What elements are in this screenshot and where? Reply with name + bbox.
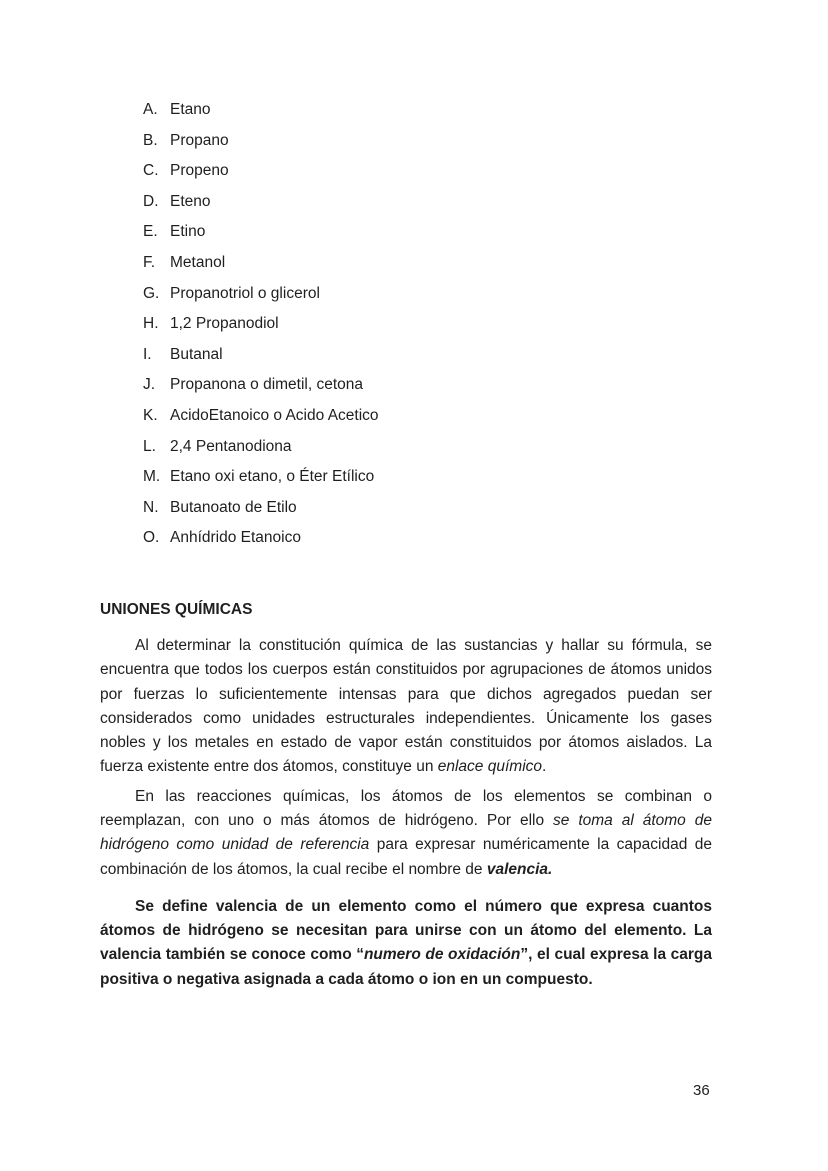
list-item-text: 2,4 Pentanodiona xyxy=(170,437,292,455)
list-item-text: Butanal xyxy=(170,345,223,363)
list-item-text: Anhídrido Etanoico xyxy=(170,529,301,547)
list-item xyxy=(143,126,712,157)
list-item xyxy=(143,279,712,310)
page-number: 36 xyxy=(693,1082,710,1099)
text-segment: numero de oxidación xyxy=(363,946,521,964)
list-item-text: Propanotriol o glicerol xyxy=(170,284,320,302)
list-item-text: Propanona o dimetil, cetona xyxy=(170,376,364,394)
list-item-text: Butanoato de Etilo xyxy=(170,498,297,516)
list-item-letter: I. xyxy=(143,345,152,363)
list-item-letter: A. xyxy=(143,101,158,118)
list-item-letter: B. xyxy=(143,131,158,149)
list-item-letter: G. xyxy=(143,284,160,302)
list-item-letter: F. xyxy=(143,253,156,271)
list-item xyxy=(143,432,712,463)
list-item xyxy=(143,462,712,493)
list-item-letter: L. xyxy=(143,437,156,455)
paragraph-definicion-valencia xyxy=(100,895,712,992)
text-segment: se toma al átomo de hidrógeno como unidad de referencia xyxy=(100,811,712,854)
list-item xyxy=(143,217,712,248)
list-item xyxy=(143,309,712,340)
list-item-letter: D. xyxy=(143,192,159,210)
text-segment: enlace químico xyxy=(437,758,543,776)
list-item-letter: E. xyxy=(143,223,158,241)
list-item xyxy=(143,370,712,401)
list-item-text: Etano xyxy=(170,101,211,118)
list-item-letter: K. xyxy=(143,406,158,424)
list-item xyxy=(143,248,712,279)
list-item xyxy=(143,523,712,554)
list-item-text: Propano xyxy=(170,131,229,149)
list-item-letter: H. xyxy=(143,315,159,333)
section-heading: UNIONES QUÍMICAS xyxy=(100,600,253,618)
list-item-text: Etano oxi etano, o Éter Etílico xyxy=(170,468,375,486)
text-segment: Se define valencia de un elemento como el número que expresa cuantos átomos de hidrógeno se necesitan para unirse con un átomo del elemento. La valencia también se conoce como “ xyxy=(100,897,712,964)
list-item-letter: C. xyxy=(143,162,159,180)
text-segment: para expresar numéricamente la capacidad de combinación de los átomos, la cual recibe el nombre de xyxy=(100,836,712,878)
list-item xyxy=(143,401,712,432)
document-content xyxy=(100,0,712,992)
list-item-letter: O. xyxy=(143,529,160,547)
text-segment: ”, el cual expresa la carga positiva o negativa asignada a cada átomo o ion en un compuesto. xyxy=(100,946,713,988)
list-item xyxy=(143,493,712,524)
paragraph-uniones-intro xyxy=(100,634,712,780)
text-segment: . xyxy=(542,758,547,776)
list-item-text: Eteno xyxy=(170,192,211,210)
list-item-text: Propeno xyxy=(170,162,229,180)
list-item-letter: N. xyxy=(143,498,159,516)
list-item xyxy=(143,95,712,126)
text-segment: Al determinar la constitución química de las sustancias y hallar su fórmula, se encuentra que todos los cuerpos están constituidos por agrupaciones de átomos unidos por fuerzas lo suficientemente intensas para que dichos agregados puedan ser considerados como unidades estructurales independientes. Únicamente los gases nobles y los metales en estado de vapor están constituidos por átomos aislados. La fuerza existente entre dos átomos, constituye un xyxy=(100,636,712,776)
list-item-text: AcidoEtanoico o Acido Acetico xyxy=(170,406,379,424)
list-item-text: Etino xyxy=(170,223,206,241)
text-segment: valencia. xyxy=(486,860,553,878)
list-item xyxy=(143,156,712,187)
list-item-letter: M. xyxy=(143,468,161,486)
paragraph-reacciones xyxy=(100,785,712,882)
text-segment: En las reacciones químicas, los átomos de los elementos se combinan o reemplazan, con uno o más átomos de hidrógeno. Por ello xyxy=(100,787,712,829)
list-item-text: Metanol xyxy=(170,253,226,271)
list-item-letter: J. xyxy=(143,376,156,394)
list-item-text: 1,2 Propanodiol xyxy=(170,315,279,333)
list-item xyxy=(143,187,712,218)
compound-list xyxy=(143,95,712,554)
list-item xyxy=(143,340,712,371)
